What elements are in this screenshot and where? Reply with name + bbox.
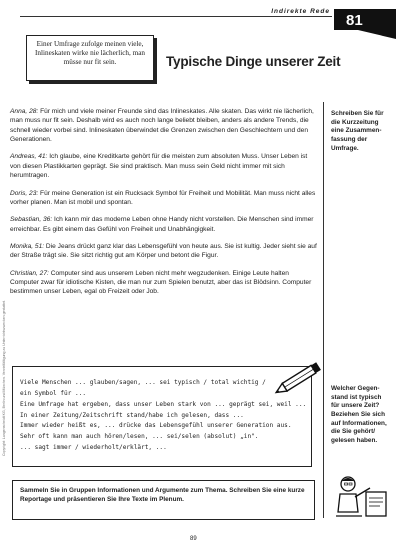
section-label: Indirekte Rede (271, 8, 330, 15)
phrase-list (20, 378, 310, 454)
phrase-line: ... sagt immer / wiederholt/erklärt, ... (20, 444, 167, 452)
page-badge-number: 81 (346, 12, 363, 29)
paragraph-anna: Anna, 28: Für mich und viele meiner Freunde sind das Inlineskates. Alle skaten. Das wirkt nie lächerlich, man muss nur fit sein. Deshalb wird es auch noch lange beliebt bleiben, anders als andere Trends, die schnell wieder vorbei sind. Inlineskaten überwindet die Grenzen zwischen den Geschlechtern und den Generationen. (10, 108, 314, 144)
paragraph-doris: Doris, 23: Für meine Generation ist ein Rucksack Symbol für Freiheit und Mobilität. Man muss nicht alles vorher planen. Man ist mobil und spontan. (10, 189, 316, 206)
margin-rule (323, 102, 324, 518)
page-number: 89 (190, 536, 197, 542)
phrase-line: Viele Menschen ... glauben/sagen, ... sei typisch / total wichtig / (20, 379, 266, 386)
phrase-line: Eine Umfrage hat ergeben, dass unser Leben stark von ... geprägt sei, weil ... (20, 400, 307, 408)
intro-quote-box: Einer Umfrage zufolge meinen viele, Inlineskaten wirke nie lächerlich, man müsse nur fit sein. (26, 35, 154, 81)
phrase-line: Immer wieder heißt es, ... drücke das Lebensgefühl unserer Generation aus. (20, 422, 292, 430)
phrase-line: In einer Zeitung/Zeitschrift stand/habe ich gelesen, dass ... (20, 411, 244, 419)
paragraph-andreas: Andreas, 41: Ich glaube, eine Kreditkarte gehört für die meisten zum absoluten Muss. Unser Leben ist von diesen Plastikkarten geprägt. Sie sind praktisch. Man muss sein Geld nicht immer mit sich herumtragen. (10, 153, 308, 180)
side-note-question: Welcher Gegenstand ist typisch für unsere Zeit? Beziehen Sie sich auf Informationen, die Sie gehört/ gelesen haben. (331, 385, 387, 444)
paragraph-monika: Monika, 51: Die Jeans drückt ganz klar das Lebensgefühl von heute aus. Sie ist kultig. Jeder sieht sie auf der Straße trägt sie. Sie sitzt richtig gut am Körper und betont die Figur. (10, 242, 317, 260)
page-badge-flag (334, 6, 396, 42)
side-note-summary: Schreiben Sie für die Kurzzeitung eine Zusammenfassung der Umfrage. (331, 110, 384, 152)
phrase-line: ein Symbol für ... (20, 389, 87, 397)
phrase-line: Sehr oft kann man auch hören/lesen, ... sei/selen (absolut) „in". (20, 433, 259, 441)
pencil-icon (269, 356, 329, 404)
task-box: Sammeln Sie in Gruppen Informationen und Argumente zum Thema. Schreiben Sie eine kurze Reportage und präsentieren Sie Ihre Texte im Plenum. (12, 480, 315, 520)
paragraph-sebastian: Sebastian, 36: Ich kann mir das moderne Leben ohne Handy nicht vorstellen. Die Menschen sind immer erreichbar. Es gibt einem das Gefühl von Freiheit und Unabhängigkeit. (10, 216, 314, 233)
copyright-note: Copyright: Langenscheidt KG, Berlin und München. Vervielfältigung zu Unterrichtszwecken gestattet. (2, 300, 6, 457)
paragraph-christian: Christian, 27: Computer sind aus unserem Leben nicht mehr wegzudenken. Einige Leute halten Computer zwar für idiotische Kisten, die man nur zum Spielen benutzt, aber das ist Blödsinn. Computer bestimmen unser Leben, egal ob Freizeit oder Job. (10, 269, 312, 296)
survey-text (10, 107, 317, 305)
header-rule (20, 16, 332, 17)
presenter-figure-icon (326, 472, 392, 522)
page-title: Typische Dinge unserer Zeit (166, 54, 341, 69)
